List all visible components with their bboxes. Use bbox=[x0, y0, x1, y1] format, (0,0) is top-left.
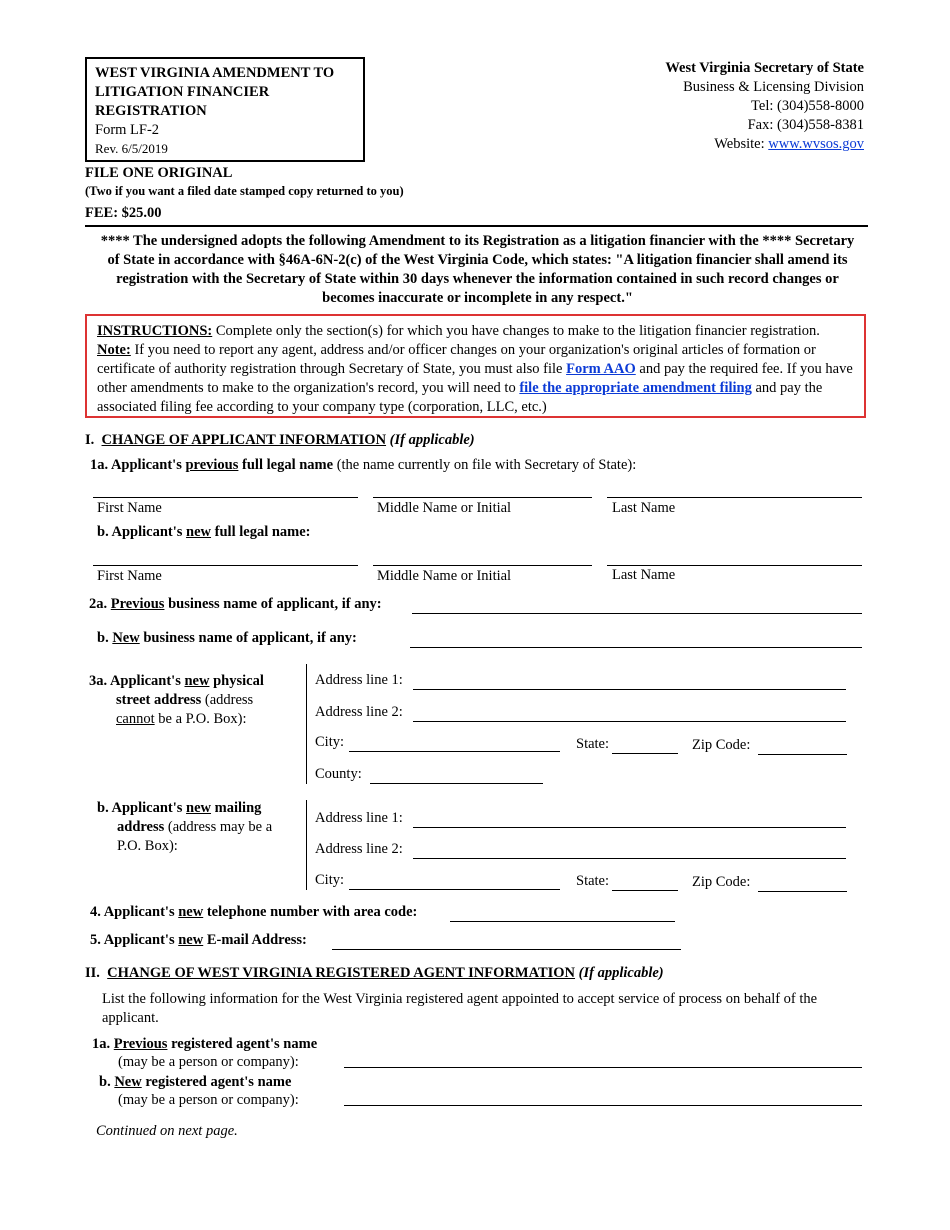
phys-county-label: County: bbox=[315, 766, 362, 782]
phys-addr2-label: Address line 2: bbox=[315, 704, 403, 720]
q3a-label: 3a. Applicant's new physical street address (address cannot be a P.O. Box): bbox=[89, 673, 264, 727]
phys-city-input[interactable] bbox=[349, 751, 560, 752]
prev-business-name-input[interactable] bbox=[412, 613, 862, 614]
prev-middle-name-input[interactable] bbox=[373, 497, 592, 498]
agent-q1a-label: 1a. Previous registered agent's name bbox=[92, 1036, 318, 1052]
new-email-input[interactable] bbox=[332, 949, 681, 950]
form-number: Form LF-2 bbox=[95, 122, 160, 138]
q2b-label: b. New business name of applicant, if any: bbox=[97, 630, 357, 646]
file-one-original: FILE ONE ORIGINAL bbox=[85, 165, 233, 181]
q3b-divider bbox=[306, 800, 307, 890]
section2-heading: II. CHANGE OF WEST VIRGINIA REGISTERED AGENT INFORMATION (If applicable) bbox=[85, 965, 664, 981]
mail-addr1-input[interactable] bbox=[413, 827, 846, 828]
mail-zip-input[interactable] bbox=[758, 891, 847, 892]
phys-zip-input[interactable] bbox=[758, 754, 847, 755]
section1-heading: I. CHANGE OF APPLICANT INFORMATION (If applicable) bbox=[85, 432, 475, 448]
agency-fax: Fax: (304)558-8381 bbox=[747, 117, 864, 133]
agency-name: West Virginia Secretary of State bbox=[665, 60, 864, 76]
q1b-label: b. Applicant's new full legal name: bbox=[97, 524, 311, 540]
phys-zip-label: Zip Code: bbox=[692, 737, 751, 753]
agent-q1a-note: (may be a person or company): bbox=[118, 1054, 299, 1070]
prev-first-name-label: First Name bbox=[97, 500, 162, 516]
form-title-line2: LITIGATION FINANCIER bbox=[95, 84, 270, 100]
form-title-line3: REGISTRATION bbox=[95, 103, 207, 119]
continued-note: Continued on next page. bbox=[96, 1123, 238, 1139]
mail-city-label: City: bbox=[315, 872, 345, 888]
form-title-box bbox=[85, 57, 365, 162]
phys-state-label: State: bbox=[576, 736, 610, 752]
website-link[interactable]: www.wvsos.gov bbox=[768, 136, 864, 152]
q3a-divider bbox=[306, 664, 307, 784]
q1a-label: 1a. Applicant's previous full legal name (the name currently on file with Secretary of State): bbox=[90, 457, 637, 473]
phys-addr1-label: Address line 1: bbox=[315, 672, 403, 688]
agent-q1b-note: (may be a person or company): bbox=[118, 1092, 299, 1108]
section2-description: List the following information for the West Virginia registered agent appointed to accept service of process on behalf of the applicant. bbox=[102, 991, 818, 1026]
file-note: (Two if you want a filed date stamped copy returned to you) bbox=[85, 184, 404, 198]
phys-state-input[interactable] bbox=[612, 753, 678, 754]
q2a-label: 2a. Previous business name of applicant, if any: bbox=[89, 596, 382, 612]
new-first-name-label: First Name bbox=[97, 568, 162, 584]
new-middle-name-input[interactable] bbox=[373, 565, 592, 566]
mail-addr1-label: Address line 1: bbox=[315, 810, 403, 826]
phys-city-label: City: bbox=[315, 734, 345, 750]
note-label: Note: bbox=[97, 342, 131, 358]
q3b-label: b. Applicant's new mailing address (address may be a P.O. Box): bbox=[97, 800, 273, 854]
phys-addr2-input[interactable] bbox=[413, 721, 846, 722]
mail-city-input[interactable] bbox=[349, 889, 560, 890]
header-divider bbox=[85, 225, 868, 227]
prev-last-name-label: Last Name bbox=[612, 500, 676, 516]
mail-addr2-label: Address line 2: bbox=[315, 841, 403, 857]
prev-last-name-input[interactable] bbox=[607, 497, 862, 498]
agent-q1b-label: b. New registered agent's name bbox=[99, 1074, 292, 1090]
q4-label: 4. Applicant's new telephone number with area code: bbox=[90, 904, 418, 920]
agency-website: Website: www.wvsos.gov bbox=[714, 136, 864, 152]
q5-label: 5. Applicant's new E-mail Address: bbox=[90, 932, 307, 948]
amendment-filing-link[interactable]: file the appropriate amendment filing bbox=[519, 380, 752, 396]
form-aao-link[interactable]: Form AAO bbox=[566, 361, 636, 377]
mail-addr2-input[interactable] bbox=[413, 858, 846, 859]
mail-zip-label: Zip Code: bbox=[692, 874, 751, 890]
new-last-name-label: Last Name bbox=[612, 567, 676, 583]
fee: FEE: $25.00 bbox=[85, 205, 162, 221]
agency-tel: Tel: (304)558-8000 bbox=[751, 98, 864, 114]
new-last-name-input[interactable] bbox=[607, 565, 862, 566]
new-first-name-input[interactable] bbox=[93, 565, 358, 566]
form-revision: Rev. 6/5/2019 bbox=[95, 141, 168, 156]
intro-statement: **** The undersigned adopts the following Amendment to its Registration as a litigation financier with the **** Secretary of State in accordance with §46A-6N-2(c) of the West Virginia Code, which states: "A litigation financier shall amend its registration with the Secretary of State within 30 days whenever the information contained in such record changes or becomes inaccurate or incomplete in any respect." bbox=[100, 233, 855, 306]
prev-first-name-input[interactable] bbox=[93, 497, 358, 498]
phys-county-input[interactable] bbox=[370, 783, 543, 784]
new-agent-name-input[interactable] bbox=[344, 1105, 862, 1106]
agency-division: Business & Licensing Division bbox=[683, 79, 864, 95]
new-middle-name-label: Middle Name or Initial bbox=[377, 568, 512, 584]
prev-middle-name-label: Middle Name or Initial bbox=[377, 500, 512, 516]
phys-addr1-input[interactable] bbox=[413, 689, 846, 690]
mail-state-label: State: bbox=[576, 873, 610, 889]
new-phone-input[interactable] bbox=[450, 921, 675, 922]
agency-block bbox=[665, 59, 864, 154]
prev-agent-name-input[interactable] bbox=[344, 1067, 862, 1068]
mail-state-input[interactable] bbox=[612, 890, 678, 891]
new-business-name-input[interactable] bbox=[410, 647, 862, 648]
form-title-line1: WEST VIRGINIA AMENDMENT TO bbox=[95, 65, 335, 81]
instructions-heading: INSTRUCTIONS: bbox=[97, 323, 213, 339]
instructions-box: INSTRUCTIONS: Complete only the section(s) for which you have changes to make to the litigation financier registration. Note: If you need to report any agent, address and/or officer changes on your organization's original articles of formation or certificate of authority registration through Secretary of State, you must also file Form AAO and pay the required fee. If you have other amendments to make to the organization's record, you will need to file the appropriate amendment filing and pay the associated filing fee according to your company type (corporation, LLC, etc.) bbox=[85, 314, 866, 418]
